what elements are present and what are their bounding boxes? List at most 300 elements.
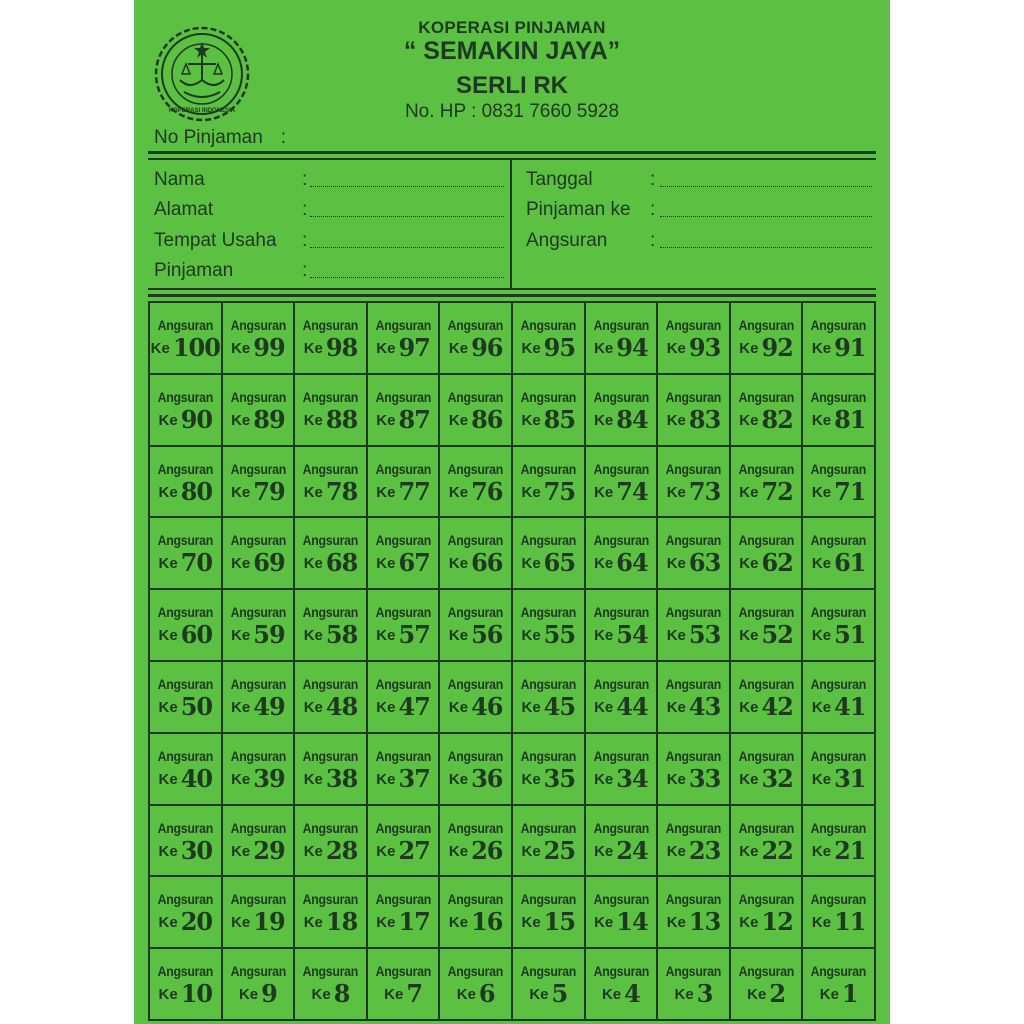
installment-cell[interactable] [513,877,586,949]
tempat-usaha-input[interactable] [310,247,504,248]
installment-label: Angsuran [157,747,213,764]
installment-prefix: Ke [521,699,541,716]
installment-grid [148,301,876,1021]
installment-number: 19 [253,907,285,937]
installment-label: Angsuran [230,388,286,405]
installment-cell[interactable] [658,877,731,949]
installment-number: 76 [471,476,503,506]
svg-text:KOPERASI INDONESIA: KOPERASI INDONESIA [168,108,236,114]
divider-top-2 [148,158,876,160]
divider-vertical [510,160,512,290]
installment-prefix: Ke [739,842,759,860]
installment-cell[interactable] [368,447,441,519]
installment-number: 55 [543,620,576,650]
alamat-input[interactable] [310,216,504,217]
installment-number-row [586,333,657,362]
installment-number: 26 [471,835,503,865]
installment-cell[interactable] [731,949,804,1021]
installment-number-row [658,405,729,434]
installment-cell[interactable] [803,590,876,662]
installment-cell[interactable] [586,734,659,806]
installment-number: 69 [253,548,285,578]
installment-number-row [223,907,294,936]
installment-cell[interactable] [368,949,441,1021]
installment-prefix: Ke [739,914,759,932]
installment-number: 13 [688,907,721,937]
installment-prefix: Ke [739,555,759,573]
installment-cell[interactable] [295,447,368,519]
installment-cell[interactable] [295,949,368,1021]
installment-prefix: Ke [811,914,832,932]
installment-number-row [731,836,802,865]
installment-label: Angsuran [810,317,867,333]
installment-prefix: Ke [811,340,832,357]
installment-label: Angsuran [520,891,576,908]
installment-number-row [586,405,657,434]
installment-cell[interactable] [513,806,586,878]
installment-cell[interactable] [731,806,804,878]
installment-cell[interactable] [586,662,659,734]
installment-cell[interactable] [586,949,659,1021]
installment-number: 22 [761,835,793,865]
installment-cell[interactable] [586,375,659,447]
installment-label: Angsuran [157,819,213,836]
installment-number: 16 [471,907,503,937]
loan-card [134,0,890,1024]
installment-label: Angsuran [738,676,794,692]
installment-label: Angsuran [447,604,504,621]
installment-cell[interactable] [368,303,441,375]
installment-label: Angsuran [302,747,359,764]
installment-prefix: Ke [303,914,323,932]
installment-cell[interactable] [295,375,368,447]
installment-number: 32 [761,763,793,793]
installment-number-row [513,548,584,577]
installment-cell[interactable] [150,303,223,375]
installment-label: Angsuran [447,460,504,477]
installment-cell[interactable] [803,734,876,806]
installment-cell[interactable] [295,518,368,590]
alamat-label: Alamat [154,199,214,220]
installment-cell[interactable] [658,518,731,590]
installment-cell[interactable] [368,518,441,590]
installment-number: 44 [616,692,648,721]
installment-number: 25 [543,835,576,865]
installment-number-row [586,620,657,649]
installment-cell[interactable] [731,447,804,519]
installment-cell[interactable] [803,662,876,734]
installment-number: 6 [478,979,495,1009]
installment-prefix: Ke [521,555,541,573]
installment-cell[interactable] [658,662,731,734]
installment-number: 94 [616,333,648,362]
nama-label: Nama [154,169,205,190]
installment-prefix: Ke [448,842,469,860]
installment-cell[interactable] [513,303,586,375]
installment-prefix: Ke [158,986,178,1004]
no-pinjaman-field[interactable] [154,127,286,149]
installment-label: Angsuran [230,891,286,908]
installment-cell[interactable] [295,877,368,949]
installment-cell[interactable] [658,303,731,375]
header-sub: SERLI RK [455,72,568,99]
installment-number: 64 [616,548,648,578]
installment-number: 12 [761,907,793,937]
installment-number-row [150,620,221,649]
installment-prefix: Ke [384,986,404,1004]
installment-number: 11 [834,907,866,937]
installment-cell[interactable] [586,447,659,519]
installment-label: Angsuran [593,532,649,549]
installment-label: Angsuran [665,388,722,405]
installment-number-row [295,979,366,1008]
installment-cell[interactable] [513,949,586,1021]
installment-cell[interactable] [223,447,296,519]
installment-cell[interactable] [513,662,586,734]
installment-prefix: Ke [666,914,686,932]
installment-number-row [658,907,729,936]
installment-cell[interactable] [731,518,804,590]
installment-prefix: Ke [158,842,178,860]
installment-number-row [658,836,729,865]
installment-number-row [658,979,729,1008]
installment-number-row [513,620,584,649]
installment-cell[interactable] [586,877,659,949]
installment-cell[interactable] [223,806,296,878]
installment-label: Angsuran [447,963,504,980]
installment-number: 20 [180,907,213,937]
installment-label: Angsuran [375,604,431,621]
installment-prefix: Ke [521,842,541,860]
installment-number: 33 [688,763,721,793]
installment-number-row [368,907,439,936]
installment-cell[interactable] [513,734,586,806]
installment-cell[interactable] [223,877,296,949]
installment-prefix: Ke [448,770,469,788]
installment-cell[interactable] [803,877,876,949]
installment-label: Angsuran [810,532,867,549]
installment-label: Angsuran [665,317,722,333]
installment-cell[interactable] [440,375,513,447]
installment-cell[interactable] [803,949,876,1021]
installment-cell[interactable] [440,590,513,662]
installment-number: 66 [471,548,503,578]
installment-cell[interactable] [150,375,223,447]
installment-label: Angsuran [593,604,649,621]
installment-prefix: Ke [303,555,323,573]
installment-number: 10 [180,979,213,1009]
installment-number: 17 [398,907,430,937]
installment-prefix: Ke [666,411,686,429]
installment-label: Angsuran [375,676,431,692]
installment-cell[interactable] [223,734,296,806]
no-pinjaman-label: No Pinjaman [154,127,263,148]
installment-cell[interactable] [150,447,223,519]
installment-prefix: Ke [238,986,259,1004]
angsuran-input[interactable] [660,247,872,248]
installment-number-row [440,979,511,1008]
installment-label: Angsuran [520,532,576,549]
pinjaman-colon: : [302,260,308,281]
installment-number: 96 [471,333,503,362]
installment-cell[interactable] [295,303,368,375]
installment-label: Angsuran [302,388,359,405]
installment-number: 5 [551,979,568,1009]
installment-label: Angsuran [447,891,504,908]
installment-label: Angsuran [157,963,213,980]
installment-number-row [513,979,584,1008]
pinjaman-ke-label: Pinjaman ke [526,199,631,220]
installment-number-row [731,907,802,936]
installment-number-row [368,333,439,362]
installment-label: Angsuran [665,460,722,477]
installment-number: 83 [688,404,721,434]
installment-label: Angsuran [593,819,649,836]
installment-number: 48 [325,692,358,721]
installment-number: 61 [834,548,866,578]
installment-label: Angsuran [665,604,722,621]
installment-number-row [150,979,221,1008]
installment-number-row [731,405,802,434]
installment-cell[interactable] [513,447,586,519]
installment-number-row [803,764,874,793]
pinjaman-ke-input[interactable] [660,216,872,217]
tanggal-input[interactable] [660,186,872,187]
installment-number: 28 [325,835,358,865]
installment-cell[interactable] [586,303,659,375]
installment-cell[interactable] [731,303,804,375]
installment-cell[interactable] [150,877,223,949]
installment-cell[interactable] [658,949,731,1021]
installment-label: Angsuran [593,963,649,980]
installment-number-row [223,979,294,1008]
installment-number: 92 [761,333,793,362]
installment-cell[interactable] [440,662,513,734]
installment-cell[interactable] [586,806,659,878]
installment-label: Angsuran [520,317,576,333]
installment-cell[interactable] [731,375,804,447]
installment-label: Angsuran [593,676,649,692]
installment-cell[interactable] [295,806,368,878]
installment-cell[interactable] [150,662,223,734]
installment-number: 2 [769,979,786,1009]
installment-number: 27 [398,835,430,865]
installment-cell[interactable] [513,375,586,447]
installment-cell[interactable] [223,375,296,447]
installment-cell[interactable] [150,590,223,662]
installment-number-row [440,764,511,793]
installment-cell[interactable] [440,447,513,519]
installment-prefix: Ke [594,627,614,645]
installment-cell[interactable] [513,518,586,590]
installment-number-row [368,620,439,649]
installment-number-row [440,548,511,577]
installment-number-row [295,764,366,793]
installment-cell[interactable] [803,375,876,447]
installment-prefix: Ke [231,627,251,645]
installment-cell[interactable] [803,518,876,590]
installment-cell[interactable] [658,734,731,806]
installment-cell[interactable] [658,447,731,519]
installment-cell[interactable] [658,590,731,662]
installment-number: 63 [688,548,721,578]
installment-number-row [295,405,366,434]
installment-cell[interactable] [223,303,296,375]
installment-label: Angsuran [230,819,286,836]
installment-cell[interactable] [440,877,513,949]
installment-number: 73 [688,476,721,506]
installment-cell[interactable] [295,590,368,662]
installment-label: Angsuran [230,317,286,333]
divider-top-1 [148,151,876,154]
installment-cell[interactable] [658,375,731,447]
installment-cell[interactable] [223,590,296,662]
installment-cell[interactable] [150,518,223,590]
installment-number-row [150,764,221,793]
installment-prefix: Ke [594,770,614,788]
installment-cell[interactable] [803,806,876,878]
installment-prefix: Ke [158,411,178,429]
installment-prefix: Ke [448,340,469,357]
installment-number: 45 [543,692,576,721]
installment-cell[interactable] [223,949,296,1021]
installment-prefix: Ke [739,699,759,716]
installment-label: Angsuran [375,532,431,549]
installment-number: 68 [325,548,358,578]
installment-number: 75 [543,476,576,506]
installment-label: Angsuran [810,604,867,621]
installment-number-row [150,692,221,721]
pinjaman-input[interactable] [310,277,504,278]
installment-label: Angsuran [738,963,794,980]
installment-prefix: Ke [231,340,251,357]
installment-prefix: Ke [811,770,832,788]
installment-label: Angsuran [157,891,213,908]
installment-cell[interactable] [150,806,223,878]
installment-prefix: Ke [448,483,469,501]
installment-number: 95 [543,333,576,362]
installment-label: Angsuran [375,963,431,980]
installment-prefix: Ke [594,340,614,357]
installment-number: 51 [834,620,866,650]
installment-label: Angsuran [665,963,722,980]
installment-prefix: Ke [231,483,251,501]
installment-number-row [803,836,874,865]
installment-number: 4 [624,979,640,1009]
installment-number-row [803,692,874,721]
tanggal-label: Tanggal [526,169,593,190]
installment-label: Angsuran [738,460,794,477]
installment-cell[interactable] [368,375,441,447]
installment-prefix: Ke [811,411,832,429]
installment-number: 24 [616,835,648,865]
installment-prefix: Ke [448,555,469,573]
installment-cell[interactable] [803,303,876,375]
installment-number-row [440,405,511,434]
installment-cell[interactable] [658,806,731,878]
installment-label: Angsuran [157,532,213,549]
installment-number-row [295,907,366,936]
installment-cell[interactable] [368,877,441,949]
installment-cell[interactable] [513,590,586,662]
installment-number-row [295,692,366,721]
installment-cell[interactable] [223,662,296,734]
installment-prefix: Ke [376,555,396,573]
installment-prefix: Ke [158,914,178,932]
installment-cell[interactable] [803,447,876,519]
installment-cell[interactable] [731,734,804,806]
installment-cell[interactable] [368,662,441,734]
installment-number-row [513,907,584,936]
installment-label: Angsuran [665,676,722,692]
installment-cell[interactable] [731,662,804,734]
installment-number: 57 [398,620,430,650]
installment-number: 1 [841,979,858,1009]
installment-prefix: Ke [739,411,759,429]
installment-label: Angsuran [302,963,359,980]
installment-cell[interactable] [368,590,441,662]
installment-prefix: Ke [529,986,549,1004]
installment-cell[interactable] [150,949,223,1021]
installment-prefix: Ke [376,699,396,716]
installment-cell[interactable] [440,518,513,590]
installment-label: Angsuran [665,819,722,836]
installment-cell[interactable] [731,590,804,662]
installment-cell[interactable] [150,734,223,806]
installment-number-row [658,620,729,649]
installment-number: 70 [180,548,213,578]
installment-number-row [223,548,294,577]
installment-cell[interactable] [440,949,513,1021]
tanggal-colon: : [650,169,656,190]
installment-prefix: Ke [594,699,614,716]
installment-cell[interactable] [440,303,513,375]
installment-cell[interactable] [295,662,368,734]
installment-cell[interactable] [368,734,441,806]
installment-label: Angsuran [520,388,576,405]
installment-prefix: Ke [311,986,331,1004]
installment-label: Angsuran [665,891,722,908]
installment-prefix: Ke [448,699,469,716]
installment-label: Angsuran [157,676,213,692]
nama-input[interactable] [310,186,504,187]
installment-cell[interactable] [586,590,659,662]
installment-prefix: Ke [448,627,469,645]
installment-number: 60 [180,620,213,650]
installment-number: 35 [543,763,576,793]
installment-cell[interactable] [368,806,441,878]
installment-number: 21 [834,835,866,865]
installment-cell[interactable] [295,734,368,806]
installment-number: 14 [616,907,648,937]
divider-bottom-1 [148,288,876,290]
installment-number-row [223,692,294,721]
installment-number-row [513,764,584,793]
installment-cell[interactable] [440,806,513,878]
installment-number-row [586,979,657,1008]
installment-label: Angsuran [157,317,213,333]
installment-label: Angsuran [447,676,504,692]
installment-number-row [513,333,584,362]
installment-label: Angsuran [810,747,867,764]
installment-label: Angsuran [810,819,867,836]
installment-cell[interactable] [731,877,804,949]
installment-prefix: Ke [666,699,686,716]
installment-number: 90 [180,404,213,434]
installment-cell[interactable] [223,518,296,590]
installment-cell[interactable] [586,518,659,590]
installment-cell[interactable] [440,734,513,806]
